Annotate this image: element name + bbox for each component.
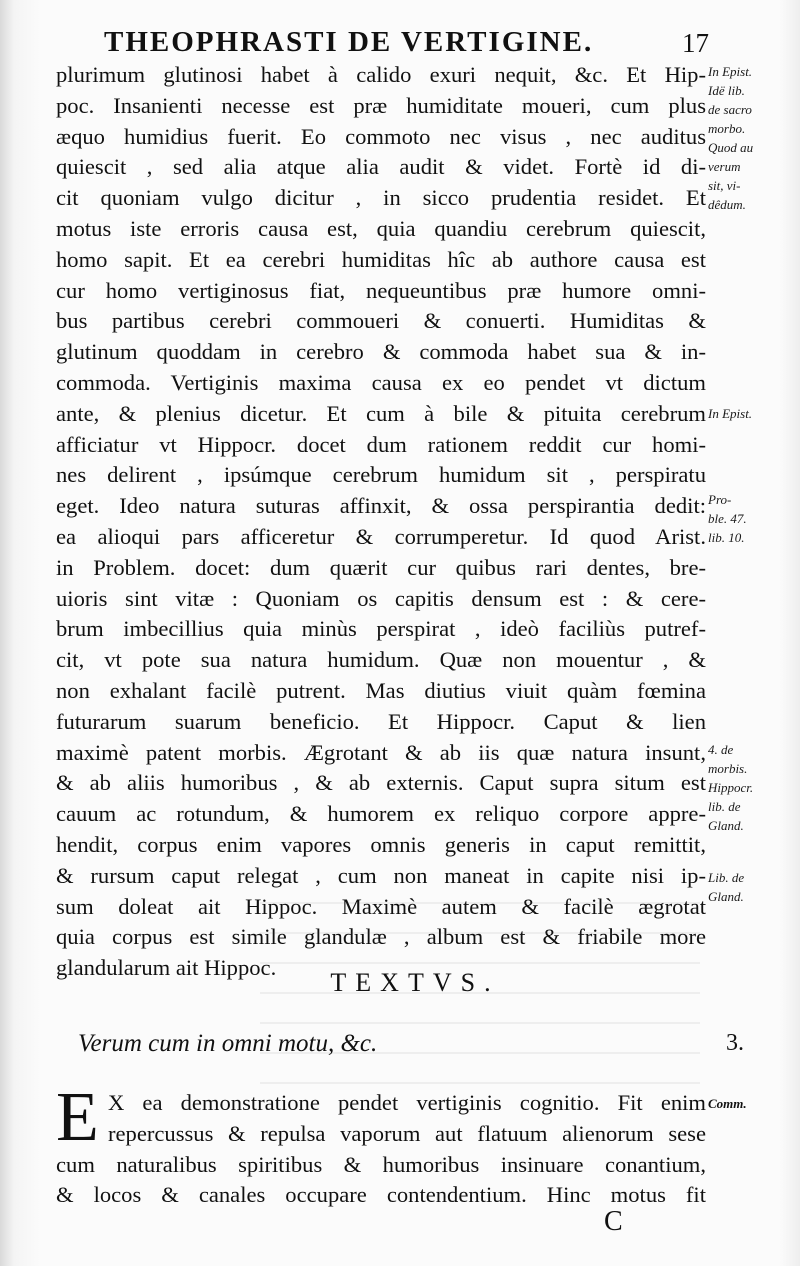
text-line: motus iste erroris causa est, quia quandiu cerebrum quiescit, <box>56 215 706 241</box>
text-line: quiescit , sed alia atque alia audit & videt. Fortè id di- <box>56 154 706 180</box>
text-line: & rursum caput relegat , cum non maneat in capite nisi ip- <box>56 862 706 888</box>
text-line: non exhalant facilè putrent. Mas diutius viuit quàm fœmina <box>56 677 706 703</box>
commentary-line: X ea demonstratione pendet vertiginis cognitio. Fit enim <box>108 1090 706 1115</box>
commentary-line: cum naturalibus spiritibus & humoribus insinuare conantium, <box>56 1151 706 1177</box>
text-line: eget. Ideo natura suturas affinxit, & ossa perspirantia dedit: <box>56 493 706 519</box>
text-line: cur homo vertiginosus fiat, nequeuntibus præ humore omni- <box>56 277 706 303</box>
catchword: C <box>604 1206 623 1237</box>
margin-note: In Epist. <box>708 406 753 421</box>
text-line: nes delirent , ipsúmque cerebrum humidum sit , perspiratu <box>56 462 706 488</box>
text-line: hendit, corpus enim vapores omnis generis in caput remittit, <box>56 831 706 857</box>
margin-note: Pro- ble. 47. lib. 10. <box>708 492 747 545</box>
section-heading: TEXTVS. <box>330 968 500 997</box>
text-line: in Problem. docet: dum quærit cur quibus rari dentes, bre- <box>56 554 706 580</box>
text-line: sum doleat ait Hippoc. Maximè autem & facilè ægrotat <box>56 893 706 919</box>
commentary-line: & locos & canales occupare contendentium. Hinc motus fit <box>56 1182 706 1208</box>
text-line: glutinum quoddam in cerebro & commoda habet sua & in- <box>56 339 706 365</box>
text-line: quia corpus est simile glandulæ , album est & friabile more <box>56 924 706 950</box>
text-line: brum imbecillius quia minùs perspirat , ideò faciliùs putref- <box>56 616 706 642</box>
text-line: cit, vt pote sua natura humidum. Quæ non mouentur , & <box>56 647 706 673</box>
text-line: plurimum glutinosi habet à calido exuri nequit, &c. Et Hip- <box>56 62 706 87</box>
textus-number: 3. <box>726 1030 744 1056</box>
text-line: poc. Insanienti necesse est præ humiditate moueri, cum plus <box>56 92 706 118</box>
text-line: bus partibus cerebri commoueri & conuerti. Humiditas & <box>56 308 706 334</box>
page-number: 17 <box>682 28 709 58</box>
text-line: ante, & plenius dicetur. Et cum à bile & pituita cerebrum <box>56 400 706 426</box>
text-line: maximè patent morbis. Ægrotant & ab iis quæ natura insunt, <box>56 739 706 765</box>
text-line: & ab aliis humoribus , & ab externis. Caput supra situm est <box>56 770 706 796</box>
margin-note: Lib. de Gland. <box>708 870 745 904</box>
textus-quote: Verum cum in omni motu, &c. <box>78 1030 378 1057</box>
text-line: æquo humidius fuerit. Eo commoto nec visus , nec auditus <box>56 123 706 149</box>
drop-cap: E <box>56 1079 99 1156</box>
margin-note: In Epist. Idë lib. de sacro morbo. Quod au verum sit, vi- dêdum. <box>708 64 754 212</box>
margin-note: 4. de morbis. Hippocr. lib. de Gland. <box>708 742 754 833</box>
text-line: cit quoniam vulgo dicitur , in sicco prudentia residet. Et <box>56 185 706 211</box>
text-line: afficiatur vt Hippocr. docet dum rationem reddit cur homi- <box>56 431 706 457</box>
text-line: ea alioqui pars afficeretur & corrumperetur. Id quod Arist. <box>56 523 706 549</box>
text-line: cauum ac rotundum, & humorem ex reliquo corpore appre- <box>56 801 706 827</box>
text-line: uioris sint vitæ : Quoniam os capitis densum est : & cere- <box>56 585 706 611</box>
commentary-text <box>56 1079 706 1211</box>
running-title: THEOPHRASTI DE VERTIGINE. <box>104 26 594 58</box>
text-line: homo sapit. Et ea cerebri humiditas hîc ab authore causa est <box>56 246 706 272</box>
commentary-label: Comm. <box>708 1096 747 1111</box>
text-line: futurarum suarum beneficio. Et Hippocr. Caput & lien <box>56 708 706 734</box>
text-line: glandularum ait Hippoc. <box>56 955 277 981</box>
commentary-line: repercussus & repulsa vaporum aut flatuum alienorum sese <box>108 1120 706 1146</box>
text-line: commoda. Vertiginis maxima causa ex eo pendet vt dictum <box>56 369 706 395</box>
